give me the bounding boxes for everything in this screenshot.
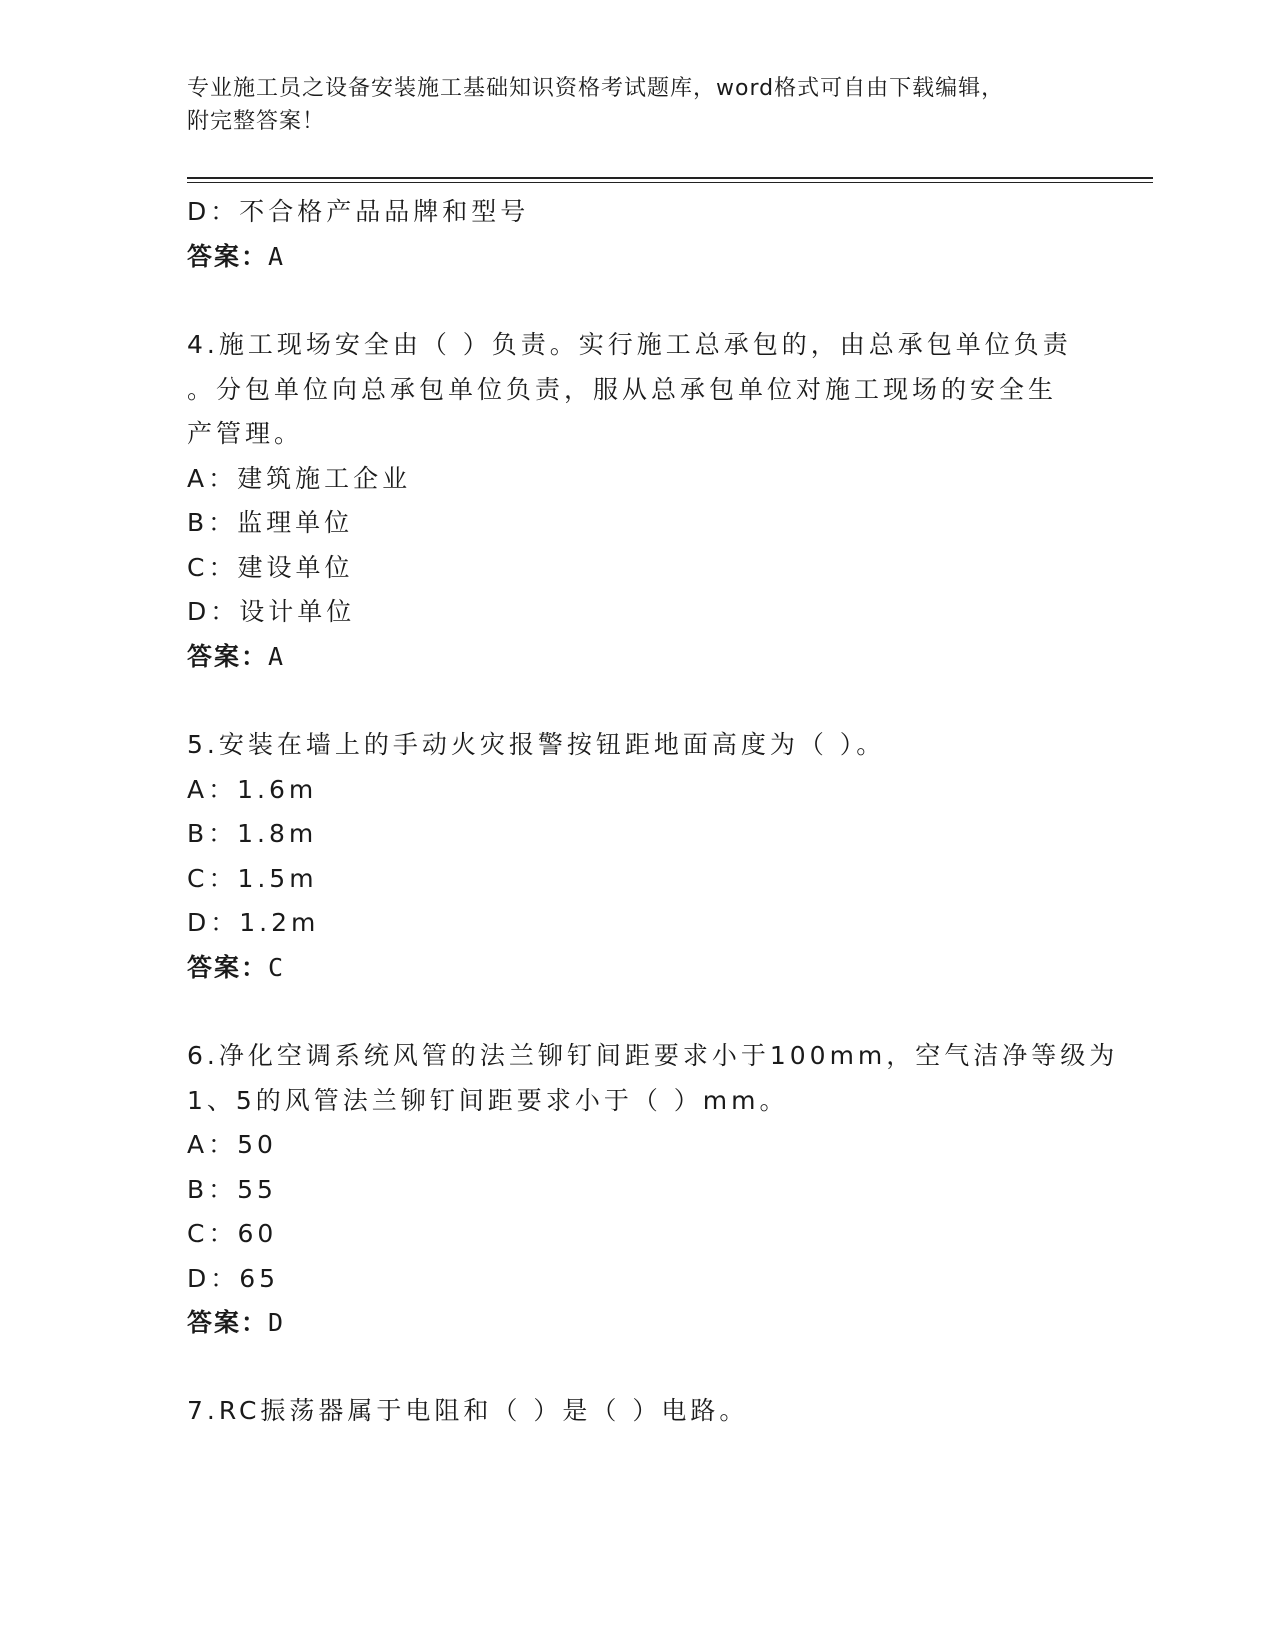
q3-answer-label: 答案： <box>187 242 269 271</box>
q4-option-b: B：监理单位 <box>187 508 354 537</box>
header-divider-thick <box>187 177 1153 179</box>
q6-option-c: C：60 <box>187 1219 278 1248</box>
q6-answer-value: D <box>268 1308 286 1337</box>
q6-answer <box>187 1303 285 1339</box>
q6-option-b: B：55 <box>187 1175 277 1204</box>
q4-stem-line-1: 4.施工现场安全由（ ）负责。实行施工总承包的，由总承包单位负责 <box>187 330 1072 359</box>
q3-answer <box>187 237 285 273</box>
header-line-2: 附完整答案！ <box>187 109 326 134</box>
header-divider-thin <box>187 182 1153 183</box>
q6-stem-line-2: 1、5的风管法兰铆钉间距要求小于（ ）mm。 <box>187 1086 789 1115</box>
q6-option-a: A：50 <box>187 1130 277 1159</box>
q5-option-b: B：1.8m <box>187 819 318 848</box>
q4-option-a: A：建筑施工企业 <box>187 464 412 493</box>
q4-answer-label: 答案： <box>187 642 269 671</box>
q7-stem-line-1: 7.RC振荡器属于电阻和（ ）是（ ）电路。 <box>187 1396 749 1425</box>
q6-option-d: D：65 <box>187 1264 280 1293</box>
q5-answer-value: C <box>268 953 286 982</box>
q5-stem-line-1: 5.安装在墙上的手动火灾报警按钮距地面高度为（ ）。 <box>187 730 886 759</box>
q4-option-d: D：设计单位 <box>187 597 356 626</box>
q5-option-d: D：1.2m <box>187 908 320 937</box>
q4-answer-value: A <box>268 642 286 671</box>
q5-option-c: C：1.5m <box>187 864 318 893</box>
q3-option-d: D：不合格产品品牌和型号 <box>187 197 530 226</box>
q6-answer-label: 答案： <box>187 1308 269 1337</box>
q6-stem-line-1: 6.净化空调系统风管的法兰铆钉间距要求小于100mm，空气洁净等级为 <box>187 1041 1119 1070</box>
q5-answer <box>187 948 285 984</box>
document-header <box>187 72 1087 138</box>
q5-answer-label: 答案： <box>187 953 269 982</box>
q4-answer <box>187 637 285 673</box>
q4-stem-line-2: 。分包单位向总承包单位负责，服从总承包单位对施工现场的安全生 <box>187 375 1058 404</box>
q3-answer-value: A <box>268 242 286 271</box>
q4-option-c: C：建设单位 <box>187 553 354 582</box>
q5-option-a: A：1.6m <box>187 775 318 804</box>
q4-stem-line-3: 产管理。 <box>187 419 304 448</box>
header-line-1: 专业施工员之设备安装施工基础知识资格考试题库，word格式可自由下载编辑， <box>187 76 1005 101</box>
